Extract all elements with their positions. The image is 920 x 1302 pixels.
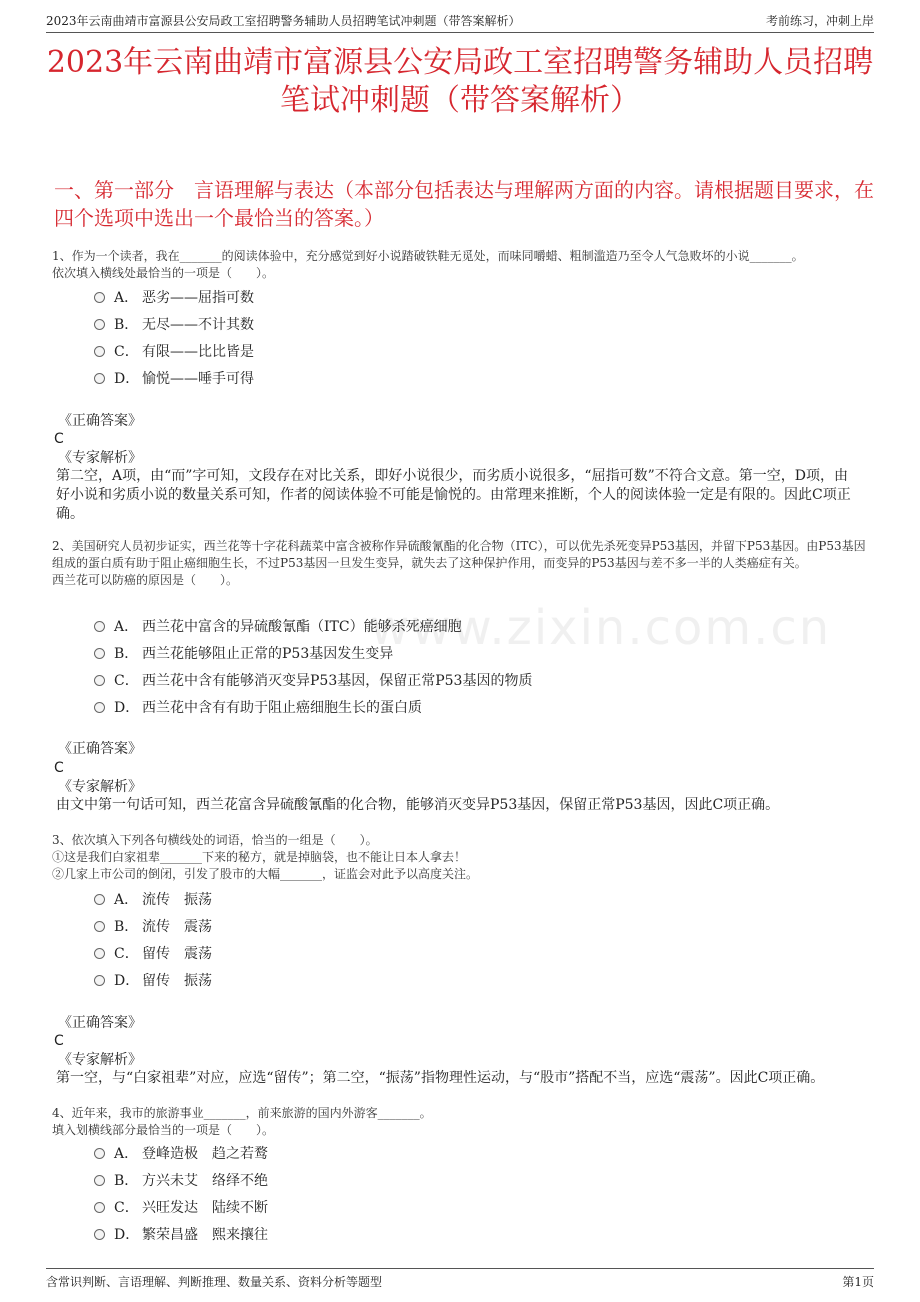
answer-value: C — [54, 1033, 64, 1049]
radio-icon[interactable] — [94, 373, 105, 384]
option-a[interactable] — [94, 289, 254, 307]
option-letter: A． — [114, 1146, 139, 1162]
stem-line: 填入划横线部分最恰当的一项是（ ）。 — [52, 1123, 275, 1137]
answer-value: C — [54, 431, 64, 447]
stem-line: ①这是我们白家祖辈_______下来的秘方，就是掉脑袋，也不能让日本人拿去！ — [52, 850, 467, 864]
option-letter: D． — [114, 1227, 140, 1243]
radio-icon[interactable] — [94, 292, 105, 303]
option-a[interactable] — [94, 618, 462, 636]
watermark: www.zixin.com.cn — [370, 600, 832, 656]
page-number: 第1页 — [842, 1275, 874, 1289]
question-stem — [52, 1105, 874, 1139]
option-letter: C． — [114, 344, 139, 360]
page-title: 2023年云南曲靖市富源县公安局政工室招聘警务辅助人员招聘笔试冲刺题（带答案解析） — [46, 45, 874, 118]
option-letter: C． — [114, 673, 139, 689]
radio-icon[interactable] — [94, 1229, 105, 1240]
option-b[interactable] — [94, 918, 212, 936]
analysis-label: 《专家解析》 — [58, 1052, 142, 1068]
radio-icon[interactable] — [94, 702, 105, 713]
radio-icon[interactable] — [94, 675, 105, 686]
stem-line: 依次填入横线处最恰当的一项是（ ）。 — [52, 266, 275, 280]
option-letter: A． — [114, 290, 139, 306]
page-header — [46, 10, 874, 33]
option-d[interactable] — [94, 370, 254, 388]
option-text: 西兰花能够阻止正常的P53基因发生变异 — [142, 646, 394, 662]
option-text: 留传 振荡 — [142, 973, 212, 989]
radio-icon[interactable] — [94, 346, 105, 357]
stem-line: 3、依次填入下列各句横线处的词语，恰当的一组是（ ）。 — [52, 833, 378, 847]
section-heading: 一、第一部分 言语理解与表达（本部分包括表达与理解两方面的内容。请根据题目要求，在四个选项中选出一个最恰当的答案。） — [54, 178, 874, 230]
option-c[interactable] — [94, 672, 532, 690]
option-a[interactable] — [94, 891, 212, 909]
option-d[interactable] — [94, 699, 422, 717]
option-text: 西兰花中含有有助于阻止癌细胞生长的蛋白质 — [142, 700, 422, 716]
option-text: 方兴未艾 络绎不绝 — [142, 1173, 268, 1189]
option-c[interactable] — [94, 945, 212, 963]
header-doc-title: 2023年云南曲靖市富源县公安局政工室招聘警务辅助人员招聘笔试冲刺题（带答案解析） — [46, 14, 521, 28]
answer-label: 《正确答案》 — [58, 1015, 142, 1031]
radio-icon[interactable] — [94, 1148, 105, 1159]
option-letter: D． — [114, 973, 140, 989]
analysis-label: 《专家解析》 — [58, 450, 142, 466]
radio-icon[interactable] — [94, 948, 105, 959]
option-letter: D． — [114, 700, 140, 716]
option-text: 登峰造极 趋之若鹜 — [142, 1146, 268, 1162]
question-stem — [52, 248, 874, 282]
radio-icon[interactable] — [94, 894, 105, 905]
radio-icon[interactable] — [94, 621, 105, 632]
radio-icon[interactable] — [94, 1202, 105, 1213]
option-b[interactable] — [94, 645, 393, 663]
option-letter: B． — [114, 646, 139, 662]
option-b[interactable] — [94, 316, 254, 334]
analysis-label: 《专家解析》 — [58, 779, 142, 795]
answer-label: 《正确答案》 — [58, 741, 142, 757]
radio-icon[interactable] — [94, 319, 105, 330]
stem-line: 西兰花可以防癌的原因是（ ）。 — [52, 573, 239, 587]
option-letter: B． — [114, 1173, 139, 1189]
option-c[interactable] — [94, 1199, 268, 1217]
option-text: 兴旺发达 陆续不断 — [142, 1200, 268, 1216]
radio-icon[interactable] — [94, 921, 105, 932]
option-text: 流传 振荡 — [142, 892, 212, 908]
option-letter: D． — [114, 371, 140, 387]
question-stem — [52, 832, 874, 883]
option-text: 繁荣昌盛 熙来攘往 — [142, 1227, 268, 1243]
radio-icon[interactable] — [94, 1175, 105, 1186]
option-a[interactable] — [94, 1145, 268, 1163]
option-c[interactable] — [94, 343, 254, 361]
option-letter: B． — [114, 919, 139, 935]
stem-line: 2、美国研究人员初步证实，西兰花等十字花科蔬菜中富含被称作异硫酸氰酯的化合物（ITC），可以优先杀死变异P53基因，并留下P53基因。由P53基因组成的蛋白质有助于阻止癌细胞生长，不过P53基因一旦发生变异，就失去了这种保护作用，而变异的P53基因与差不多一半的人类癌症有关。 — [52, 539, 866, 570]
question-stem — [52, 538, 874, 589]
answer-label: 《正确答案》 — [58, 413, 142, 429]
option-b[interactable] — [94, 1172, 268, 1190]
option-text: 流传 震荡 — [142, 919, 212, 935]
stem-line: 4、近年来，我市的旅游事业_______，前来旅游的国内外游客_______。 — [52, 1106, 432, 1120]
analysis-text: 第一空，与“白家祖辈”对应，应选“留传”；第二空，“振荡”指物理性运动，与“股市”搭配不当，应选“震荡”。因此C项正确。 — [56, 1070, 825, 1086]
option-text: 恶劣——屈指可数 — [142, 290, 254, 306]
option-letter: C． — [114, 1200, 139, 1216]
analysis-text: 由文中第一句话可知，西兰花富含异硫酸氰酯的化合物，能够消灭变异P53基因，保留正常P53基因，因此C项正确。 — [56, 797, 780, 813]
radio-icon[interactable] — [94, 975, 105, 986]
analysis-text: 第二空，A项，由“而”字可知，文段存在对比关系，即好小说很少，而劣质小说很多，“屈指可数”不符合文意。第一空，D项，由好小说和劣质小说的数量关系可知，作者的阅读体验不可能是愉悦的。由常理来推断，个人的阅读体验一定是有限的。因此C项正确。 — [56, 468, 851, 522]
option-letter: B． — [114, 317, 139, 333]
header-slogan: 考前练习，冲刺上岸 — [765, 14, 874, 28]
option-text: 留传 震荡 — [142, 946, 212, 962]
stem-line: 1、作为一个读者，我在_______的阅读体验中，充分感觉到好小说踏破铁鞋无觅处，而味同嚼蜡、粗制滥造乃至令人气急败坏的小说_______。 — [52, 249, 804, 263]
option-letter: C． — [114, 946, 139, 962]
stem-line: ②几家上市公司的倒闭，引发了股市的大幅_______，证监会对此予以高度关注。 — [52, 867, 479, 881]
answer-value: C — [54, 760, 64, 776]
option-d[interactable] — [94, 1226, 268, 1244]
page-footer — [46, 1268, 874, 1291]
option-text: 有限——比比皆是 — [142, 344, 254, 360]
option-text: 愉悦——唾手可得 — [142, 371, 254, 387]
footer-note: 含常识判断、言语理解、判断推理、数量关系、资料分析等题型 — [46, 1275, 383, 1289]
option-d[interactable] — [94, 972, 212, 990]
option-letter: A． — [114, 619, 139, 635]
option-text: 西兰花中含有能够消灭变异P53基因，保留正常P53基因的物质 — [142, 673, 533, 689]
option-text: 无尽——不计其数 — [142, 317, 254, 333]
option-text: 西兰花中富含的异硫酸氰酯（ITC）能够杀死癌细胞 — [142, 619, 462, 635]
radio-icon[interactable] — [94, 648, 105, 659]
option-letter: A． — [114, 892, 139, 908]
